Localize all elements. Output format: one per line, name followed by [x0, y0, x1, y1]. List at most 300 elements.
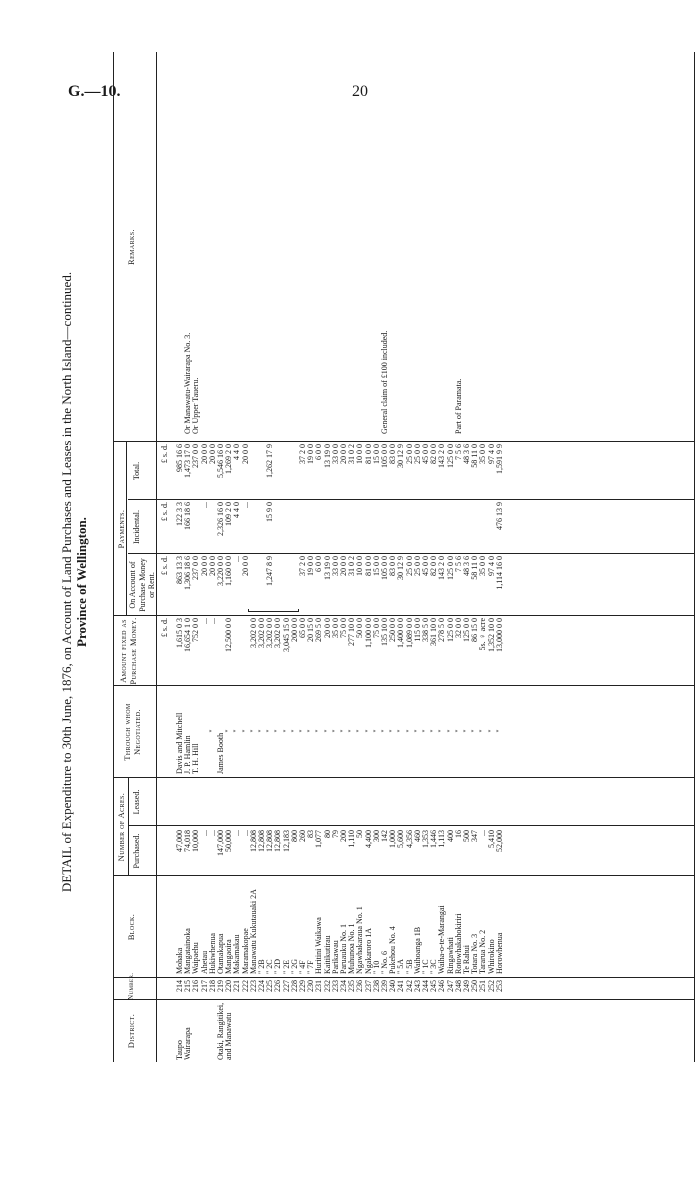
- purchase-amount: 35 0 0: [330, 618, 340, 638]
- row-number: 216: [191, 980, 201, 992]
- payment-total: 985 16 6: [175, 444, 184, 472]
- negotiator: ": [404, 729, 414, 733]
- negotiator: ": [371, 729, 381, 733]
- purchase-amount: 75 0 0: [339, 618, 348, 638]
- acres-purchased: 12,808: [257, 830, 266, 852]
- purchase-amount: ...: [199, 618, 209, 624]
- purchase-amount: 3,202 0 0: [248, 618, 258, 648]
- payment-total: 1,269 2 0: [224, 444, 234, 474]
- negotiator: ": [273, 729, 283, 733]
- negotiator: ": [388, 729, 398, 733]
- block-name: Hukiwhenua: [207, 933, 217, 974]
- purchase-amount: 1,615 0 3: [175, 618, 184, 648]
- purchase-amount: 1,100 0 0: [363, 618, 373, 648]
- block-name: Maramakopae: [240, 928, 250, 974]
- block-name: " 2D: [273, 958, 283, 974]
- payment-on-account: 37 2 0: [298, 556, 307, 576]
- payment-total: 20 0 0: [339, 444, 348, 464]
- purchase-amount: 125 0 0: [462, 618, 471, 642]
- page-ref: G.—10.: [68, 83, 121, 100]
- payment-total: 82 0 0: [429, 444, 439, 464]
- purchase-amount: 20 15 0: [306, 618, 316, 642]
- acres-purchased: 12,808: [273, 830, 283, 852]
- row-number: 244: [421, 980, 430, 992]
- acres-purchased: 50: [355, 830, 365, 838]
- row-number: 219: [216, 980, 225, 992]
- payment-total: 105 0 0: [380, 444, 389, 468]
- payment-total: 1,591 9 9: [494, 444, 504, 474]
- acres-purchased: 1,000: [388, 830, 398, 848]
- purchase-amount: 115 0 0: [412, 618, 422, 642]
- payment-total: 15 0 0: [371, 444, 381, 464]
- district-label: Otaki, Rangitikei,: [216, 1002, 225, 1060]
- block-name: " 5B: [404, 959, 414, 974]
- negotiator: James Booth: [216, 732, 225, 774]
- row-number: 247: [445, 980, 455, 992]
- payment-total: 31 0 2: [347, 444, 357, 464]
- purchase-amount: ...: [207, 618, 217, 624]
- negotiator: ": [412, 729, 422, 733]
- block-name: " 2B: [257, 959, 266, 974]
- payment-on-account: 31 0 2: [347, 556, 357, 576]
- acres-purchased: 5,410: [486, 830, 496, 848]
- row-number: 229: [298, 980, 307, 992]
- district-label: Taupo: [175, 1040, 184, 1060]
- purchase-amount: 278 5 0: [437, 618, 447, 642]
- payment-on-account: 20 0 0: [339, 556, 348, 576]
- payment-total: 35 0 0: [478, 444, 488, 464]
- table-row: [283, 52, 291, 1062]
- negotiator: ": [224, 729, 234, 733]
- payment-total: 5,546 16 0: [216, 444, 225, 478]
- negotiator: ": [445, 729, 455, 733]
- payment-total: 97 4 0: [486, 444, 496, 464]
- payment-incidental: 2,326 16 0: [216, 502, 225, 536]
- table-row: [250, 52, 258, 1062]
- purchase-amount: 86 15 0: [470, 618, 480, 642]
- payment-on-account: 105 0 0: [380, 556, 389, 580]
- block-name: Paruauku No. 1: [339, 924, 348, 974]
- negotiator: ": [347, 729, 357, 733]
- payment-total: 4 4 0: [232, 444, 242, 460]
- grouping-brace: [248, 609, 299, 612]
- acres-purchased: ...: [199, 830, 209, 836]
- payment-total: 13 19 0: [322, 444, 332, 468]
- payment-total: 58 11 0: [470, 444, 480, 468]
- payment-total: 10 0 0: [355, 444, 365, 464]
- col-header-incidental: Incidental.: [132, 510, 141, 544]
- acres-purchased: 1,110: [347, 830, 357, 848]
- block-name: " 3C: [429, 959, 439, 974]
- payment-on-account: 83 0 0: [388, 556, 398, 576]
- acres-purchased: 147,000: [216, 830, 225, 856]
- negotiator: ": [232, 729, 242, 733]
- purchase-amount: 20 0 0: [322, 618, 332, 638]
- row-remark: Or Upper Taueru.: [191, 377, 201, 434]
- block-name: Ahetau: [199, 950, 209, 974]
- payment-on-account: 1,114 16 0: [494, 556, 504, 590]
- purchase-amount: 32 0 0: [453, 618, 463, 638]
- table-row: [496, 52, 504, 1062]
- purchase-amount: 752 0 0: [191, 618, 201, 642]
- title-line-2: Province of Wellington.: [74, 517, 89, 647]
- payment-on-account: 7 5 6: [453, 556, 463, 572]
- row-number: 223: [248, 980, 258, 992]
- acres-purchased: ...: [207, 830, 217, 836]
- purchase-amount: 13,000 0 0: [494, 618, 504, 652]
- payment-total: 7 5 6: [453, 444, 463, 460]
- payment-incidental: 4 4 0: [232, 502, 242, 518]
- purchase-amount: 3,045 15 0: [281, 618, 291, 652]
- row-number: 238: [371, 980, 381, 992]
- purchase-amount: 12,500 0 0: [224, 618, 234, 652]
- block-name: " No. 6: [380, 950, 389, 974]
- col-header-number: Number.: [127, 972, 135, 1000]
- block-name: " 2E: [281, 959, 291, 974]
- negotiator: ": [494, 729, 504, 733]
- payment-on-account: 20 0 0: [207, 556, 217, 576]
- row-number: 220: [224, 980, 234, 992]
- acres-purchased: 260: [298, 830, 307, 842]
- row-number: 214: [175, 980, 184, 992]
- purchase-amount: 269 5 0: [314, 618, 324, 642]
- negotiator: ": [339, 729, 348, 733]
- acres-purchased: 1,446: [429, 830, 439, 848]
- payment-on-account: 35 0 0: [478, 556, 488, 576]
- payment-incidental: 476 13 9: [494, 502, 504, 530]
- payment-total: 19 0 0: [306, 444, 316, 464]
- col-header-through: Through whom Negotiated.: [122, 703, 142, 761]
- block-name: Waipaehu: [191, 942, 201, 974]
- negotiator: ": [207, 729, 217, 733]
- block-name: Ringawhati: [445, 937, 455, 974]
- negotiator: ": [363, 729, 373, 733]
- payment-on-account: 1,306 18 6: [183, 556, 193, 590]
- purchase-amount: 1,400 0 0: [396, 618, 406, 648]
- row-number: 237: [363, 980, 373, 992]
- payment-on-account: 82 0 0: [429, 556, 439, 576]
- payment-on-account: 15 0 0: [371, 556, 381, 576]
- payment-total: 1,262 17 9: [265, 444, 275, 478]
- payment-on-account: 81 0 0: [363, 556, 373, 576]
- purchase-amount: 125 0 0: [445, 618, 455, 642]
- row-remark: General claim of £100 included.: [380, 330, 389, 434]
- block-name: Mohaka: [175, 947, 184, 974]
- negotiator: ": [462, 729, 471, 733]
- block-name: Whirokino: [486, 939, 496, 974]
- acres-purchased: 1,353: [421, 830, 430, 848]
- acres-purchased: 460: [412, 830, 422, 842]
- payment-total: 25 0 0: [412, 444, 422, 464]
- row-number: 225: [265, 980, 275, 992]
- block-name: Pukehou No. 4: [388, 926, 398, 974]
- row-number: 248: [453, 980, 463, 992]
- row-number: 221: [232, 980, 242, 992]
- block-name: Mangaoira: [224, 939, 234, 974]
- payment-on-account: 25 0 0: [404, 556, 414, 576]
- expenditure-table: [113, 52, 695, 1062]
- row-number: 242: [404, 980, 414, 992]
- acres-purchased: 800: [289, 830, 299, 842]
- block-name: Kaitikutirau: [322, 935, 332, 974]
- row-number: 249: [462, 980, 471, 992]
- negotiator: ": [486, 729, 496, 733]
- payment-on-account: 97 4 0: [486, 556, 496, 576]
- district-label: Wairarapa: [183, 1027, 193, 1060]
- page-number: 20: [352, 83, 368, 100]
- payment-incidental: 109 2 0: [224, 502, 234, 526]
- acres-purchased: 4,356: [404, 830, 414, 848]
- acres-purchased: 5,600: [396, 830, 406, 848]
- payment-on-account: 20 0 0: [199, 556, 209, 576]
- negotiator: ": [298, 729, 307, 733]
- purchase-amount: 50 0 0: [355, 618, 365, 638]
- purchase-amount: 277 10 0: [347, 618, 357, 646]
- acres-purchased: 16: [453, 830, 463, 838]
- payment-total: 20 0 0: [199, 444, 209, 464]
- block-name: " 2G: [289, 958, 299, 974]
- negotiator: ": [453, 729, 463, 733]
- acres-purchased: 1,077: [314, 830, 324, 848]
- payment-total: 143 2 0: [437, 444, 447, 468]
- payment-on-account: 19 0 0: [306, 556, 316, 576]
- block-name: Tararua No. 2: [478, 929, 488, 974]
- payment-total: 45 0 0: [421, 444, 430, 464]
- col-header-leased: Leased.: [132, 789, 141, 815]
- row-number: 253: [494, 980, 504, 992]
- negotiator: ": [240, 729, 250, 733]
- block-name: Rotowhakahokiriri: [453, 913, 463, 974]
- row-remark: Part of Paramata.: [453, 378, 463, 434]
- block-name: Muhunoa No. 1: [347, 923, 357, 974]
- acres-purchased: 79: [330, 830, 340, 838]
- negotiator: ": [380, 729, 389, 733]
- table-title: [59, 72, 89, 1092]
- block-name: Mangatainoka: [183, 928, 193, 974]
- district-label: and Manawatu: [224, 1012, 234, 1060]
- negotiator: ": [396, 729, 406, 733]
- block-name: Waiha-o-te-Marangai: [437, 905, 447, 974]
- purchase-amount: 3,202 0 0: [273, 618, 283, 648]
- purchase-amount: 361 10 0: [429, 618, 439, 646]
- block-name: Waihoanga 1B: [412, 926, 422, 974]
- negotiator: T. H. Hill: [191, 743, 201, 774]
- row-number: 235: [347, 980, 357, 992]
- block-name: Makamakau: [232, 934, 242, 974]
- purchase-amount: 3,202 0 0: [257, 618, 266, 648]
- row-number: 236: [355, 980, 365, 992]
- block-name: Horowhenua: [494, 932, 504, 974]
- negotiator: ": [429, 729, 439, 733]
- payment-incidental: ...: [199, 502, 209, 508]
- row-number: 246: [437, 980, 447, 992]
- row-number: 222: [240, 980, 250, 992]
- row-remark: Or Manawatu-Wairarapa No. 3.: [183, 332, 193, 434]
- acres-purchased: 80: [322, 830, 332, 838]
- negotiator: ": [306, 729, 316, 733]
- row-number: 233: [330, 980, 340, 992]
- row-number: 217: [199, 980, 209, 992]
- header-rule: [128, 778, 129, 876]
- block-name: " 2C: [265, 959, 275, 974]
- row-number: 252: [486, 980, 496, 992]
- payment-total: 81 0 0: [363, 444, 373, 464]
- title-line-1: DETAIL of Expenditure to 30th June, 1876, on Account of Land Purchases and Leases in the North Island—continued.: [59, 271, 74, 893]
- negotiator: ": [248, 729, 258, 733]
- purchase-amount: 3,202 0 0: [265, 618, 275, 648]
- payment-total: 37 2 0: [298, 444, 307, 464]
- block-name: Ngawhakaraua No. 1: [355, 906, 365, 974]
- negotiator: ": [265, 729, 275, 733]
- negotiator: ": [289, 729, 299, 733]
- col-header-payments: Payments.: [116, 509, 126, 549]
- row-number: 218: [207, 980, 217, 992]
- row-number: 224: [257, 980, 266, 992]
- payment-total: 20 0 0: [207, 444, 217, 464]
- negotiator: ": [478, 729, 488, 733]
- col-header-total: Total.: [132, 461, 141, 481]
- acres-purchased: 74,018: [183, 830, 193, 852]
- negotiator: ": [355, 729, 365, 733]
- row-number: 241: [396, 980, 406, 992]
- payment-total: 20 0 0: [240, 444, 250, 464]
- negotiator: ": [470, 729, 480, 733]
- acres-purchased: 52,000: [494, 830, 504, 852]
- acres-purchased: 12,808: [248, 830, 258, 852]
- negotiator: ": [421, 729, 430, 733]
- block-name: Huritini Waikawa: [314, 917, 324, 974]
- purchase-amount: 135 10 0: [380, 618, 389, 646]
- block-name: " 10: [371, 960, 381, 974]
- payment-incidental: 122 3 3: [175, 502, 184, 526]
- payment-on-account: 48 3 6: [462, 556, 471, 576]
- acres-purchased: 1,113: [437, 830, 447, 848]
- acres-purchased: 142: [380, 830, 389, 842]
- payment-total: 1,473 17 0: [183, 444, 193, 478]
- payment-on-account: 10 0 0: [355, 556, 365, 576]
- negotiator: ": [322, 729, 332, 733]
- purchase-amount: 200 0 0: [289, 618, 299, 642]
- payment-total: 48 3 6: [462, 444, 471, 464]
- acres-purchased: 12,808: [265, 830, 275, 852]
- payment-incidental: 15 9 0: [265, 502, 275, 522]
- col-header-purchased: Purchased.: [132, 833, 141, 869]
- row-number: 230: [306, 980, 316, 992]
- lsd-incidental: £ s. d.: [160, 502, 169, 522]
- payment-total: 30 12 9: [396, 444, 406, 468]
- payment-total: 83 0 0: [388, 444, 398, 464]
- col-header-block: Block.: [126, 913, 136, 941]
- payment-on-account: 237 0 0: [191, 556, 201, 580]
- payment-on-account: 6 0 0: [314, 556, 324, 572]
- lsd-on-account: £ s. d.: [160, 556, 169, 576]
- row-number: 245: [429, 980, 439, 992]
- row-number: 231: [314, 980, 324, 992]
- purchase-amount: 1,352 10 0: [486, 618, 496, 652]
- lsd-amount: £ s. d.: [160, 618, 169, 638]
- table-row: [266, 52, 274, 1062]
- acres-purchased: 47,000: [175, 830, 184, 852]
- table-row: [274, 52, 282, 1062]
- payment-on-account: 13 19 0: [322, 556, 332, 580]
- block-name: Totara No. 3: [470, 933, 480, 974]
- purchase-amount: 65 0 0: [298, 618, 307, 638]
- block-name: " 1C: [421, 959, 430, 974]
- lsd-total: £ s. d.: [160, 444, 169, 464]
- acres-purchased: 50,000: [224, 830, 234, 852]
- purchase-amount: 75 0 0: [371, 618, 381, 638]
- negotiator: J. P. Hamlin: [183, 735, 193, 774]
- payment-on-account: 3,220 0 0: [216, 556, 225, 586]
- purchase-amount: 338 5 0: [421, 618, 430, 642]
- acres-purchased: 200: [339, 830, 348, 842]
- col-header-acres: Number of Acres.: [116, 792, 126, 862]
- purchase-amount: 16,654 1 0: [183, 618, 193, 652]
- row-number: 243: [412, 980, 422, 992]
- payment-on-account: 143 2 0: [437, 556, 447, 580]
- payment-on-account: 125 0 0: [445, 556, 455, 580]
- purchase-amount: 5s. ♀ acre: [478, 618, 488, 651]
- payment-on-account: 20 0 0: [240, 556, 250, 576]
- acres-purchased: 347: [470, 830, 480, 842]
- acres-purchased: 4,400: [363, 830, 373, 848]
- payment-on-account: 33 0 0: [330, 556, 340, 576]
- block-name: Manawatu Kukutauaki 2A: [248, 889, 258, 974]
- acres-purchased: ...: [478, 830, 488, 836]
- payment-total: 25 0 0: [404, 444, 414, 464]
- row-number: 228: [289, 980, 299, 992]
- payment-on-account: 30 12 9: [396, 556, 406, 580]
- col-header-district: District.: [126, 1013, 136, 1049]
- col-header-on-account: On Account of Purchase Money or Rent.: [128, 558, 156, 612]
- row-number: 226: [273, 980, 283, 992]
- payment-on-account: 58 11 0: [470, 556, 480, 580]
- header-rule: [126, 442, 127, 616]
- acres-purchased: 10,000: [191, 830, 201, 852]
- negotiator: Davis and Mitchell: [175, 712, 184, 774]
- payment-incidental: 166 18 6: [183, 502, 193, 530]
- block-name: Otamakapua: [216, 933, 225, 974]
- payment-on-account: 1,160 0 0: [224, 556, 234, 586]
- negotiator: ": [257, 729, 266, 733]
- acres-purchased: ...: [240, 830, 250, 836]
- row-number: 251: [478, 980, 488, 992]
- row-number: 227: [281, 980, 291, 992]
- block-name: Parikawau: [330, 940, 340, 974]
- payment-on-account: ...: [232, 556, 242, 562]
- acres-purchased: 300: [371, 830, 381, 842]
- payment-on-account: 45 0 0: [421, 556, 430, 576]
- payment-on-account: 1,247 8 9: [265, 556, 275, 586]
- row-number: 240: [388, 980, 398, 992]
- acres-purchased: 83: [306, 830, 316, 838]
- payment-on-account: 25 0 0: [412, 556, 422, 576]
- row-number: 232: [322, 980, 332, 992]
- acres-purchased: 12,183: [281, 830, 291, 852]
- payment-total: 237 0 0: [191, 444, 201, 468]
- block-name: " 5A: [396, 958, 406, 974]
- block-name: " 4F: [298, 960, 307, 974]
- rotated-table-area: [57, 52, 697, 1112]
- acres-purchased: 500: [462, 830, 471, 842]
- payment-total: 33 0 0: [330, 444, 340, 464]
- payment-on-account: 863 13 3: [175, 556, 184, 584]
- block-name: Te Rahui: [462, 945, 471, 974]
- purchase-amount: 1,089 0 0: [404, 618, 414, 648]
- negotiator: ": [330, 729, 340, 733]
- row-number: 239: [380, 980, 389, 992]
- negotiator: ": [437, 729, 447, 733]
